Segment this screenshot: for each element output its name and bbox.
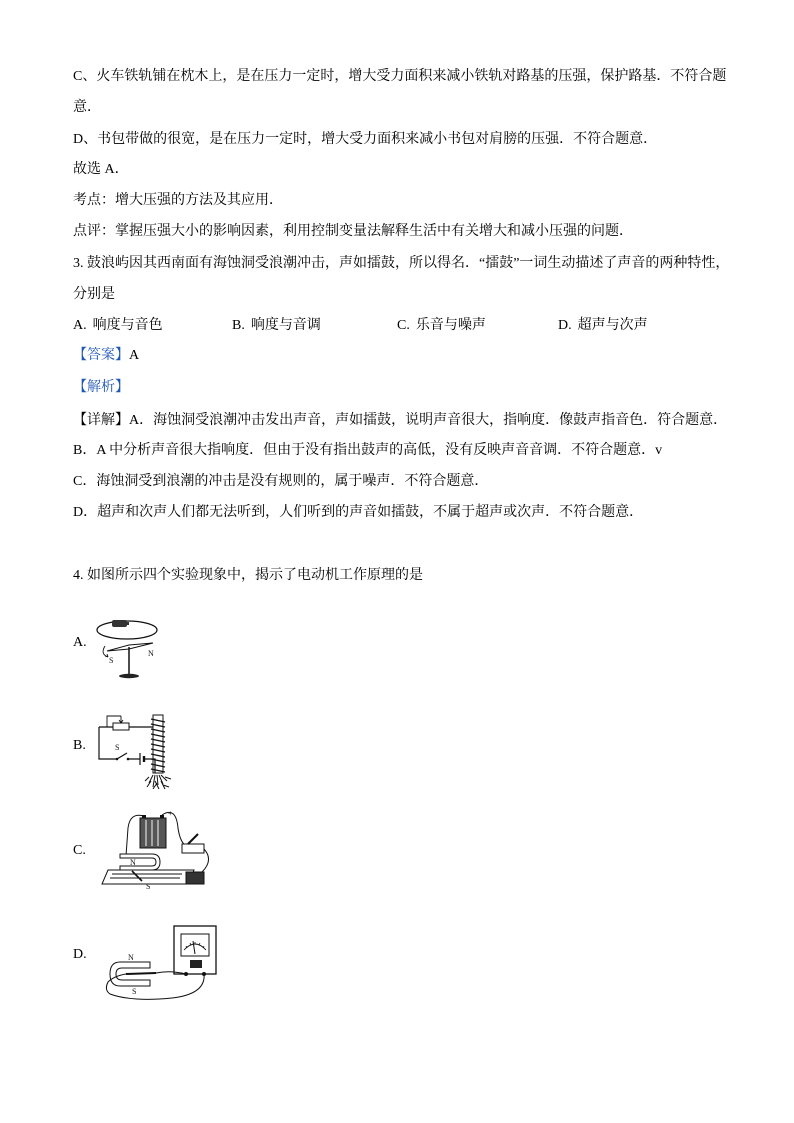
q4-option-d-label: D. xyxy=(73,947,87,962)
option-text: 响度与音色 xyxy=(92,318,163,333)
conductor-rod xyxy=(126,973,156,974)
q3-answer xyxy=(73,346,139,366)
switch-label-s: S xyxy=(115,743,120,752)
switch xyxy=(116,753,130,760)
option-label: C. xyxy=(397,318,410,333)
answer-value: A xyxy=(129,348,140,363)
q3-detail-line-3: C．海蚀洞受到浪潮的冲击是没有规则的，属于噪声．不符合题意． xyxy=(73,474,489,489)
q3-stem-line-2: 分别是 xyxy=(73,287,115,302)
q3-stem-line-1: 3. 鼓浪屿因其西南面有海蚀洞受浪潮冲击，声如擂鼓，所以得名．“擂鼓”一词生动描述了声音的两种特性， xyxy=(73,256,730,271)
analysis-tag: 【解析】 xyxy=(73,380,129,395)
option-text: 乐音与噪声 xyxy=(415,318,486,333)
battery-box xyxy=(140,815,166,848)
option-text: 超声与次声 xyxy=(577,318,648,333)
solution-option-d: D、书包带做的很宽，是在压力一定时，增大受力面积来减小书包对肩膀的压强．不符合题意． xyxy=(73,132,658,147)
solution-option-c-continued: 意． xyxy=(73,100,101,115)
option-label: A. xyxy=(73,318,87,333)
pole-label-s: S xyxy=(109,656,114,665)
q3-option-a xyxy=(73,316,163,336)
galvanometer xyxy=(174,926,216,976)
q4-stem: 4. 如图所示四个实验现象中，揭示了电动机工作原理的是 xyxy=(73,568,423,583)
option-label: B. xyxy=(232,318,245,333)
pole-label-s: S xyxy=(132,987,137,996)
solution-conclusion: 故选 A． xyxy=(73,162,129,177)
electromagnet-coil xyxy=(151,715,165,773)
pole-label-n: N xyxy=(128,953,134,962)
q3-detail-line-4: D．超声和次声人们都无法听到，人们听到的声音如擂鼓，不属于超声或次声．不符合题意． xyxy=(73,505,644,520)
figure-b xyxy=(95,711,179,791)
q3-option-b xyxy=(232,316,321,336)
battery xyxy=(112,620,129,627)
q4-option-c-label: C. xyxy=(73,843,86,858)
figure-d xyxy=(102,922,220,1002)
pole-label-n: N xyxy=(148,649,154,658)
q4-option-a-label: A. xyxy=(73,635,87,650)
compass-needle xyxy=(103,643,153,657)
horseshoe-magnet xyxy=(120,854,160,870)
q3-option-d xyxy=(558,316,648,336)
circuit-wire xyxy=(99,727,155,773)
rheostat xyxy=(107,716,129,730)
figure-a xyxy=(95,616,159,682)
q3-option-c xyxy=(397,316,486,336)
q4-option-b-label: B. xyxy=(73,738,86,753)
knife-switch xyxy=(182,834,204,853)
solution-option-c: C、火车铁轨铺在枕木上，是在压力一定时，增大受力面积来减小铁轨对路基的压强，保护路基．不符合题 xyxy=(73,69,727,84)
knowledge-point: 考点：增大压强的方法及其应用． xyxy=(73,193,283,208)
option-text: 响度与音调 xyxy=(250,318,321,333)
answer-tag: 【答案】 xyxy=(73,348,129,363)
positive-terminal-label: + xyxy=(168,809,173,818)
pole-label-n: N xyxy=(130,858,136,867)
pole-label-s: S xyxy=(146,882,151,891)
figure-c xyxy=(102,808,220,892)
q3-detail-line-2: B．A 中分析声音很大指响度．但由于没有指出鼓声的高低，没有反映声音音调．不符合题意．v xyxy=(73,443,663,458)
iron-filings xyxy=(145,775,171,789)
q3-analysis-heading xyxy=(73,378,129,398)
battery xyxy=(140,753,144,765)
q3-detail-line-1: 【详解】A．海蚀洞受浪潮冲击发出声音，声如擂鼓，说明声音很大，指响度．像鼓声指音色．符合题意． xyxy=(73,413,728,428)
rheostat-block xyxy=(186,872,204,884)
comment: 点评：掌握压强大小的影响因素，利用控制变量法解释生活中有关增大和减小压强的问题． xyxy=(73,224,633,239)
stand xyxy=(119,647,139,678)
option-label: D. xyxy=(558,318,572,333)
